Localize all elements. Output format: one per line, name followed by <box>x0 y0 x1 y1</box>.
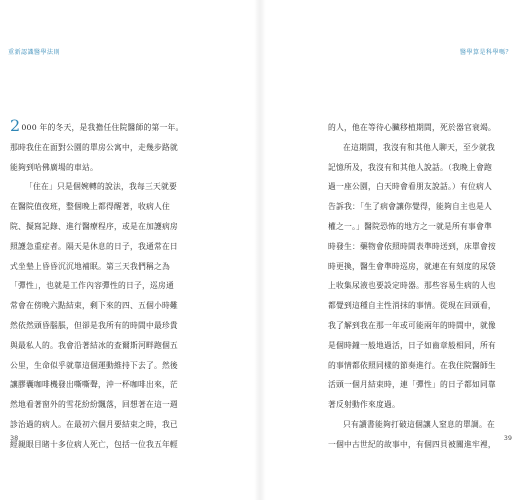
paragraph-line: 是個時鐘一般地過活，日子如齒章般相同，所有 <box>328 340 496 350</box>
paragraph-line: 院、擬寫記錄、進行醫療程序，或是在加護病房 <box>10 221 178 231</box>
right-page-number: 39 <box>503 434 512 442</box>
right-running-head: 醫學算是科學嗎？ <box>459 49 512 56</box>
paragraph-line: 然依然頭昏腦脹，但卻是我所有的時間中最珍貴 <box>10 320 178 330</box>
paragraph-line: 時更換，醫生會準時巡房，就連在有刻度的尿袋 <box>328 261 496 271</box>
paragraph-line: 上收集尿液也要設定時器。那些容易生病的人也 <box>328 281 496 291</box>
paragraph-line: 的人，他在等待心臟移植期間，死於器官衰竭。 <box>328 123 496 132</box>
paragraph-line: 著反射動作來度過。 <box>328 400 400 410</box>
paragraph-line: 與最私人的。我會沿著結冰的查爾斯河畔跑個五 <box>10 340 178 350</box>
paragraph-line: 公里，生命似乎就靠這個運動維持下去了。然後 <box>10 360 178 370</box>
paragraph-line: 常會在傍晚六點結束，剩下來的四、五個小時難 <box>10 301 178 311</box>
paragraph-line: 只有讀書能夠打破這個讓人窒息的單調。在 <box>343 419 495 429</box>
paragraph-line: 一個中古世紀的故事中，有個四貝被關進牢裡， <box>328 439 496 449</box>
paragraph-line: 我了解到我在那一年或可能兩年的時間中，就像 <box>328 320 496 330</box>
paragraph-line <box>10 118 208 138</box>
paragraph-line: 經親眼目睹十多位病人死亡，包括一位我五年輕 <box>10 439 178 449</box>
right-page <box>260 0 520 500</box>
paragraph-line: 都覺到這種自主性消抹的事情。從現在回頭看， <box>328 301 496 311</box>
line-text: 000 年的冬天，是我擔任住院醫師的第一年。 <box>21 123 184 132</box>
paragraph-line: 「住在」只是個婉轉的說法，我每三天就要 <box>25 182 177 192</box>
paragraph-line: 照護急重症者。隔天是休息的日子，我通常在日 <box>10 241 178 251</box>
paragraph-line: 記憶所及，我沒有和其他人說話。（我晚上會跑 <box>328 162 493 172</box>
left-running-head: 重新認識醫學法則 <box>8 49 61 56</box>
paragraph-line: 然地看著窗外的雪花紛紛飄落，回想著在這一週 <box>10 400 178 410</box>
paragraph-line: 式坐墊上昏昏沉沉地補眠。第三天我們稱之為 <box>10 261 170 271</box>
left-body-text <box>10 118 208 455</box>
paragraph-line: 告訴我：「生了病會讓你覺得，能夠自主也是人 <box>328 202 493 212</box>
paragraph-line: 讓膠囊咖啡機發出嘶嘶聲，沖一杯咖啡出來，茫 <box>10 380 178 390</box>
paragraph-line: 那時我住在面對公園的單房公寓中，走幾步路就 <box>10 142 178 152</box>
right-body-text <box>328 118 506 455</box>
paragraph-line: 活頭一個月結束時，連「彈性」的日子都如同靠 <box>328 380 496 390</box>
left-page-number: 38 <box>10 434 19 442</box>
paragraph-line: 診治過的病人。在最初六個月要結束之時，我已 <box>10 419 178 429</box>
paragraph-line: 權之一。」醫院恐怖的地方之一就是所有事會準 <box>328 221 493 231</box>
paragraph-line: 在醫院值夜班，整個晚上都得醒著，收病人住 <box>10 202 170 212</box>
paragraph-line: 過一座公園，白天時會看朋友說話。）有位病人 <box>328 182 493 192</box>
paragraph-line: 時發生：藥物會依照時間表準時送到，床單會按 <box>328 241 496 251</box>
paragraph-line: 在這期間，我沒有和其他人聊天，至少就我 <box>343 142 495 152</box>
paragraph-line: 能夠到哈佛廣場的車站。 <box>10 162 98 172</box>
paragraph-line: 「彈性」，也就是工作內容彈性的日子，巡房通 <box>10 281 175 291</box>
paragraph-line: 的事情都依照同樣的節奏進行。在我住院醫師生 <box>328 360 496 370</box>
drop-cap: 2 <box>10 118 21 135</box>
